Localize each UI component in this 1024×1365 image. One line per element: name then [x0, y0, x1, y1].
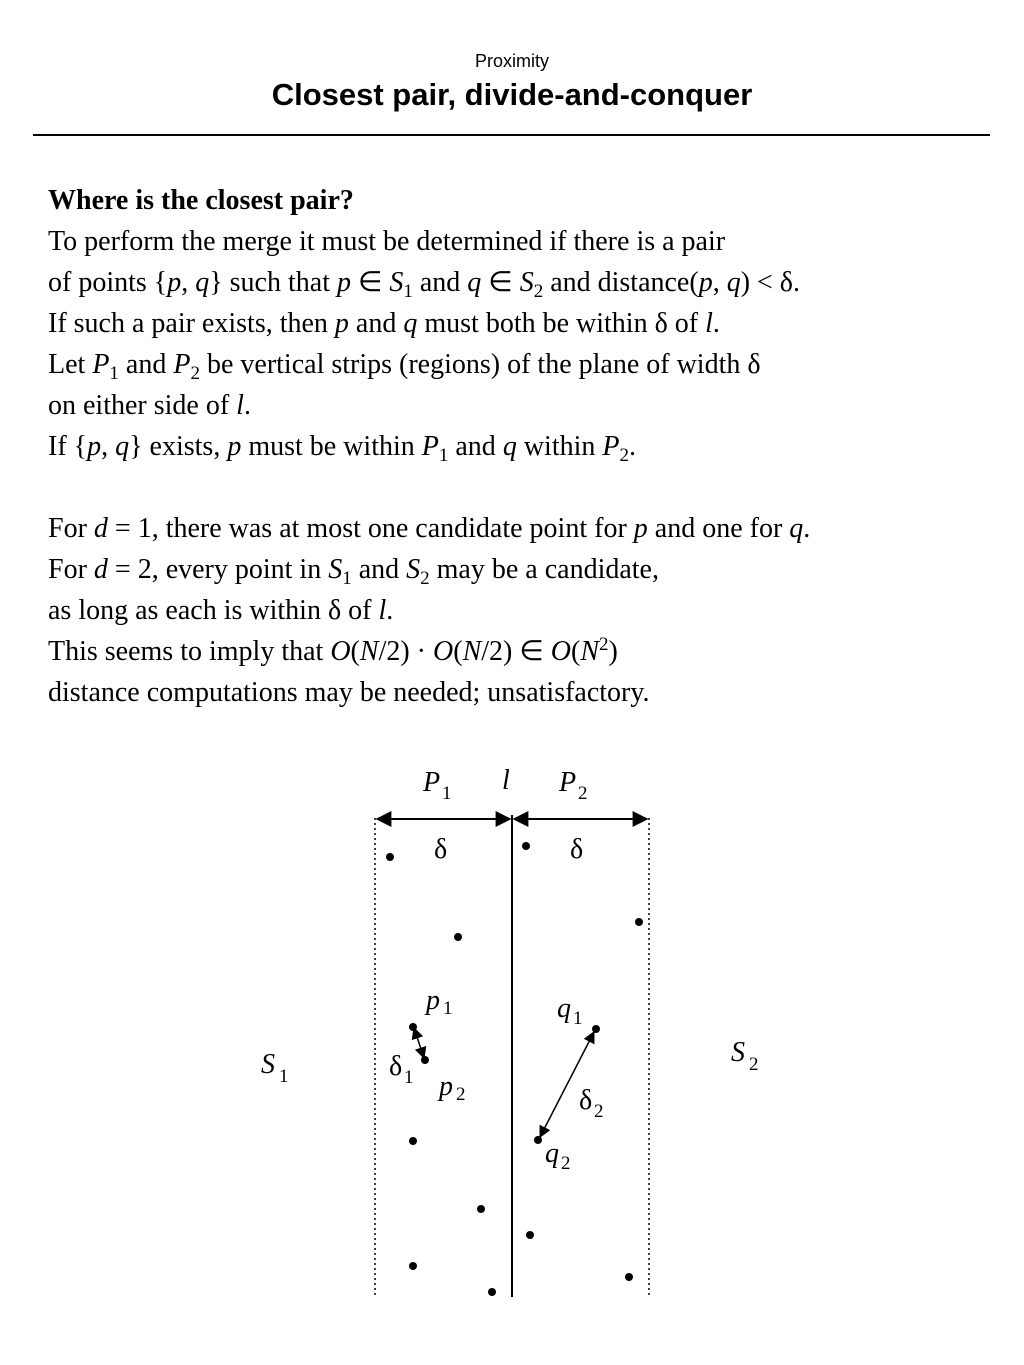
point-q2 [534, 1136, 542, 1144]
point [488, 1288, 496, 1296]
point [409, 1262, 417, 1270]
body-heading: Where is the closest pair? [48, 185, 354, 216]
point [454, 933, 462, 941]
body-line: If {p, q} exists, p must be within $P_1$ and q within $P_2$. [48, 431, 636, 466]
label-delta1-sub: 1 [404, 1067, 414, 1088]
label-p1-sub: 1 [443, 998, 453, 1019]
label-q2: q [545, 1138, 559, 1169]
label-p1: p [426, 985, 440, 1016]
label-delta-right: δ [570, 834, 584, 865]
label-S2-sub: 2 [749, 1054, 759, 1075]
body-line: To perform the merge it must be determined if there is a pair [48, 226, 726, 257]
label-S2: S [731, 1037, 745, 1068]
point [477, 1205, 485, 1213]
label-delta1: δ [389, 1051, 403, 1082]
label-P1: P [423, 767, 441, 798]
body-line: This seems to imply that O(N/2) · O(N/2) ∈ $O(N^2)$ [48, 634, 618, 667]
body-line: as long as each is within δ of l. [48, 595, 394, 626]
label-p2-sub: 2 [456, 1084, 466, 1105]
label-P2: P [559, 767, 577, 798]
point-q1 [592, 1025, 600, 1033]
label-P1-sub: 1 [442, 783, 452, 804]
point [526, 1231, 534, 1239]
body-line: If such a pair exists, then p and q must both be within δ of l. [48, 308, 720, 339]
label-q1-sub: 1 [573, 1008, 583, 1029]
body-line: For d = 2, every point in $S_1$ and $S_2$ may be a candidate, [48, 554, 659, 589]
slide-title: Closest pair, divide-and-conquer [271, 77, 753, 112]
label-delta2-sub: 2 [594, 1101, 604, 1122]
section-label: Proximity [474, 51, 549, 71]
label-P2-sub: 2 [578, 783, 588, 804]
body-line: distance computations may be needed; unsatisfactory. [48, 677, 650, 708]
body-line: For d = 1, there was at most one candidate point for p and one for q. [48, 513, 811, 544]
label-q2-sub: 2 [561, 1153, 571, 1174]
label-q1: q [557, 993, 571, 1024]
point-p2 [421, 1056, 429, 1064]
label-delta2: δ [579, 1085, 593, 1116]
label-S1: S [261, 1049, 275, 1080]
point-p1 [409, 1023, 417, 1031]
body-line: Let $P_1$ and $P_2$ be vertical strips (regions) of the plane of width δ [48, 349, 761, 384]
label-l: l [502, 765, 510, 796]
body-line: of points {p, q} such that p ∈ $S_1$ and q ∈ $S_2$ and distance(p, q) < δ. [48, 267, 800, 302]
body-line: on either side of l. [48, 390, 251, 421]
point [522, 842, 530, 850]
label-p2: p [439, 1071, 453, 1102]
point [635, 918, 643, 926]
point [409, 1137, 417, 1145]
label-delta-left: δ [434, 834, 448, 865]
point [386, 853, 394, 861]
label-S1-sub: 1 [279, 1066, 289, 1087]
distance-arrow-delta1 [414, 1028, 424, 1058]
point [625, 1273, 633, 1281]
